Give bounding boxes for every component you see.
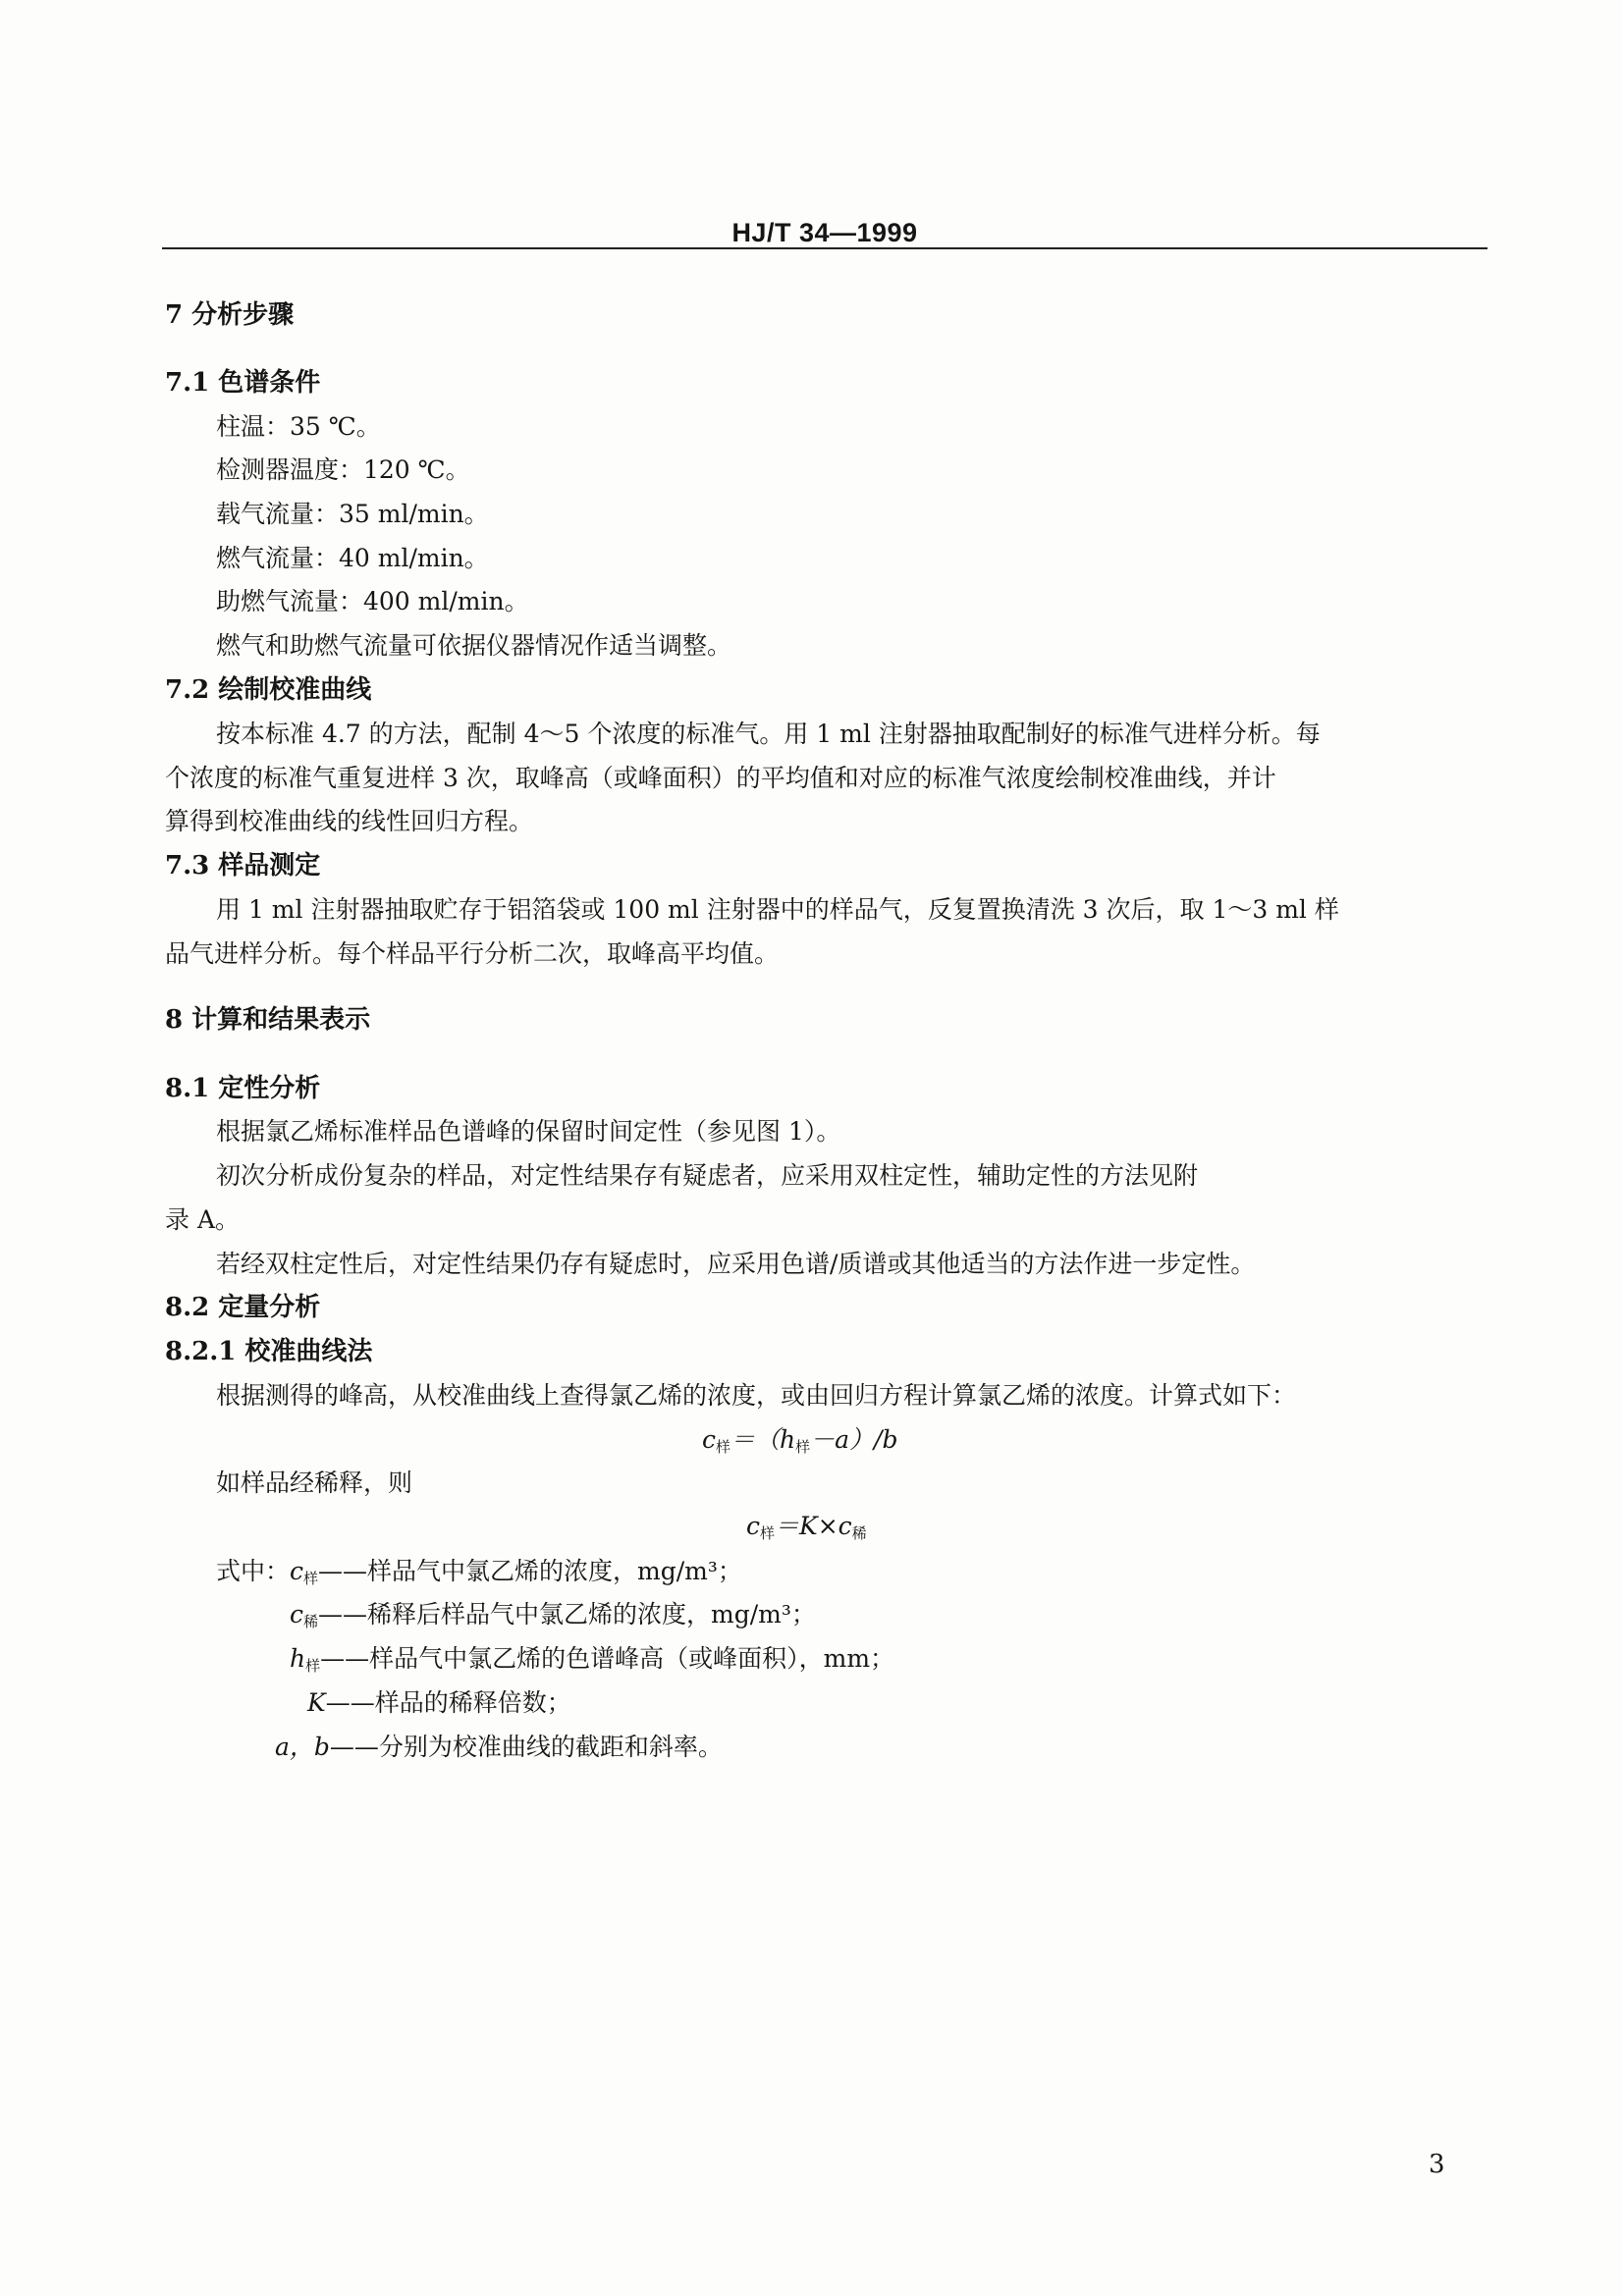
s72-line-2: 个浓度的标准气重复进样 3 次，取峰高（或峰面积）的平均值和对应的标准气浓度绘制校准曲线，并计 (165, 764, 1276, 792)
formula-rest: ＝（h (730, 1425, 796, 1454)
s71-line-4: 燃气流量：40 ml/min。 (216, 544, 489, 572)
s71-line-2: 检测器温度：120 ℃。 (216, 455, 470, 484)
def-k (307, 1686, 571, 1720)
def-symbol-sub: 样 (303, 1570, 319, 1587)
section-8-title: 8 计算和结果表示 (165, 1005, 371, 1035)
def-h-sample (290, 1642, 894, 1682)
def-text: ——样品气中氯乙烯的浓度，mg/m³； (318, 1557, 742, 1585)
s72-line-3: 算得到校准曲线的线性回归方程。 (165, 807, 534, 835)
section-7-2-title: 7.2 绘制校准曲线 (165, 675, 372, 705)
def-symbol: c (290, 1557, 304, 1585)
def-text: ——分别为校准曲线的截距和斜率。 (329, 1733, 723, 1761)
def-symbol: a，b (275, 1733, 330, 1761)
s72-line-1: 按本标准 4.7 的方法，配制 4～5 个浓度的标准气。用 1 ml 注射器抽取配制好的标准气进样分析。每 (216, 720, 1321, 748)
section-7-1-title: 7.1 色谱条件 (165, 368, 321, 398)
formula2-mid: ＝K×c (775, 1512, 852, 1540)
s81-line-2: 初次分析成份复杂的样品，对定性结果存有疑虑者，应采用双柱定性，辅助定性的方法见附 (216, 1161, 1199, 1190)
def-symbol: c (290, 1600, 304, 1629)
def-a-b (275, 1731, 723, 1764)
formula-dilution (746, 1510, 867, 1550)
formula-concentration (702, 1423, 898, 1464)
header-rule (162, 247, 1488, 249)
s71-line-5: 助燃气流量：400 ml/min。 (216, 587, 529, 615)
def-symbol-sub: 样 (305, 1657, 321, 1675)
s821-line-1: 根据测得的峰高，从校准曲线上查得氯乙烯的浓度，或由回归方程计算氯乙烯的浓度。计算式如下： (216, 1381, 1297, 1410)
s81-line-3: 录 A。 (165, 1205, 241, 1234)
s71-line-1: 柱温：35 ℃。 (216, 412, 381, 441)
document-code-header: HJ/T 34—1999 (731, 218, 918, 247)
section-7-3-title: 7.3 样品测定 (165, 851, 321, 881)
formula2-sub-dilute: 稀 (851, 1524, 867, 1542)
def-symbol-sub: 稀 (303, 1613, 319, 1630)
def-c-sample (290, 1555, 742, 1595)
section-7-title: 7 分析步骤 (165, 300, 295, 330)
formula2-sub-sample: 样 (760, 1524, 776, 1542)
s73-line-1: 用 1 ml 注射器抽取贮存于铝箔袋或 100 ml 注射器中的样品气，反复置换清洗 3 次后，取 1～3 ml 样 (216, 895, 1339, 924)
def-c-diluted (290, 1598, 816, 1638)
formula-tail: －a）/b (810, 1425, 898, 1454)
formula2-c: c (746, 1512, 761, 1540)
s81-line-4: 若经双柱定性后，对定性结果仍存有疑虑时，应采用色谱/质谱或其他适当的方法作进一步定性。 (216, 1250, 1256, 1278)
def-text: ——稀释后样品气中氯乙烯的浓度，mg/m³； (318, 1600, 816, 1629)
def-symbol: h (290, 1644, 306, 1673)
def-symbol: K (307, 1688, 326, 1717)
def-text: ——样品气中氯乙烯的色谱峰高（或峰面积），mm； (320, 1644, 895, 1673)
section-8-2-title: 8.2 定量分析 (165, 1293, 321, 1322)
s73-line-2: 品气进样分析。每个样品平行分析二次，取峰高平均值。 (165, 939, 780, 968)
section-8-1-title: 8.1 定性分析 (165, 1074, 321, 1103)
page-number: 3 (1429, 2150, 1445, 2179)
formula-sub-sample: 样 (716, 1438, 731, 1456)
s71-line-6: 燃气和助燃气流量可依据仪器情况作适当调整。 (216, 631, 732, 660)
formula-sub-sample-h: 样 (795, 1438, 811, 1456)
def-text: ——样品的稀释倍数； (325, 1688, 571, 1717)
s821-line-2: 如样品经稀释，则 (216, 1468, 413, 1497)
s81-line-1: 根据氯乙烯标准样品色谱峰的保留时间定性（参见图 1）。 (216, 1117, 841, 1146)
s71-line-3: 载气流量：35 ml/min。 (216, 500, 489, 528)
formula-c: c (702, 1425, 717, 1454)
section-8-2-1-title: 8.2.1 校准曲线法 (165, 1337, 373, 1366)
where-label: 式中： (216, 1557, 291, 1585)
